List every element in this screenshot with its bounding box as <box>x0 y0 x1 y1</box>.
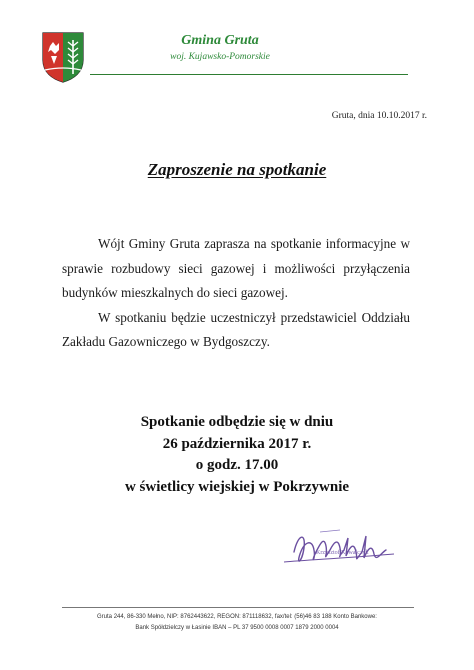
coat-of-arms-icon <box>40 30 86 84</box>
date-line: Gruta, dnia 10.10.2017 r. <box>331 111 427 121</box>
footer-line-address: Gruta 244, 86-330 Mełno, NIP: 8762443622, REGON: 871118632, fax/tel: (56)46 83 188 Konto Bankowe: <box>97 614 377 620</box>
org-subtitle: woj. Kujawsko-Pomorskie <box>170 52 270 62</box>
paragraph-representative: W spotkaniu będzie uczestniczył przedstawiciel Oddziału Zakładu Gazowniczego w Bydgoszczy. <box>62 309 410 349</box>
announcement-time: o godz. 17.00 <box>195 457 279 473</box>
org-name: Gmina Gruta <box>181 33 259 48</box>
document-title: Zaproszenie na spotkanie <box>147 160 327 179</box>
footer-divider <box>62 607 414 608</box>
signature-stamp <box>276 524 406 578</box>
footer-contact <box>40 612 434 634</box>
announcement-date: 26 października 2017 r. <box>162 435 312 452</box>
stamp-text: Krzysztof Kowalczyk <box>316 550 369 556</box>
header-divider <box>90 74 408 75</box>
footer-line-bank: Bank Spółdzielczy w Łasinie IBAN – PL 37 9500 0008 0007 1879 2000 0004 <box>135 625 339 631</box>
meeting-announcement <box>0 412 474 498</box>
letter-body <box>62 232 410 355</box>
announcement-place: w świetlicy wiejskiej w Pokrzywnie <box>124 478 350 495</box>
announcement-line: Spotkanie odbędzie się w dniu <box>140 414 334 430</box>
paragraph-invitation: Wójt Gminy Gruta zaprasza na spotkanie informacyjne w sprawie rozbudowy sieci gazowej i możliwości przyłączenia budynków mieszkalnych do sieci gazowej. <box>62 236 410 300</box>
